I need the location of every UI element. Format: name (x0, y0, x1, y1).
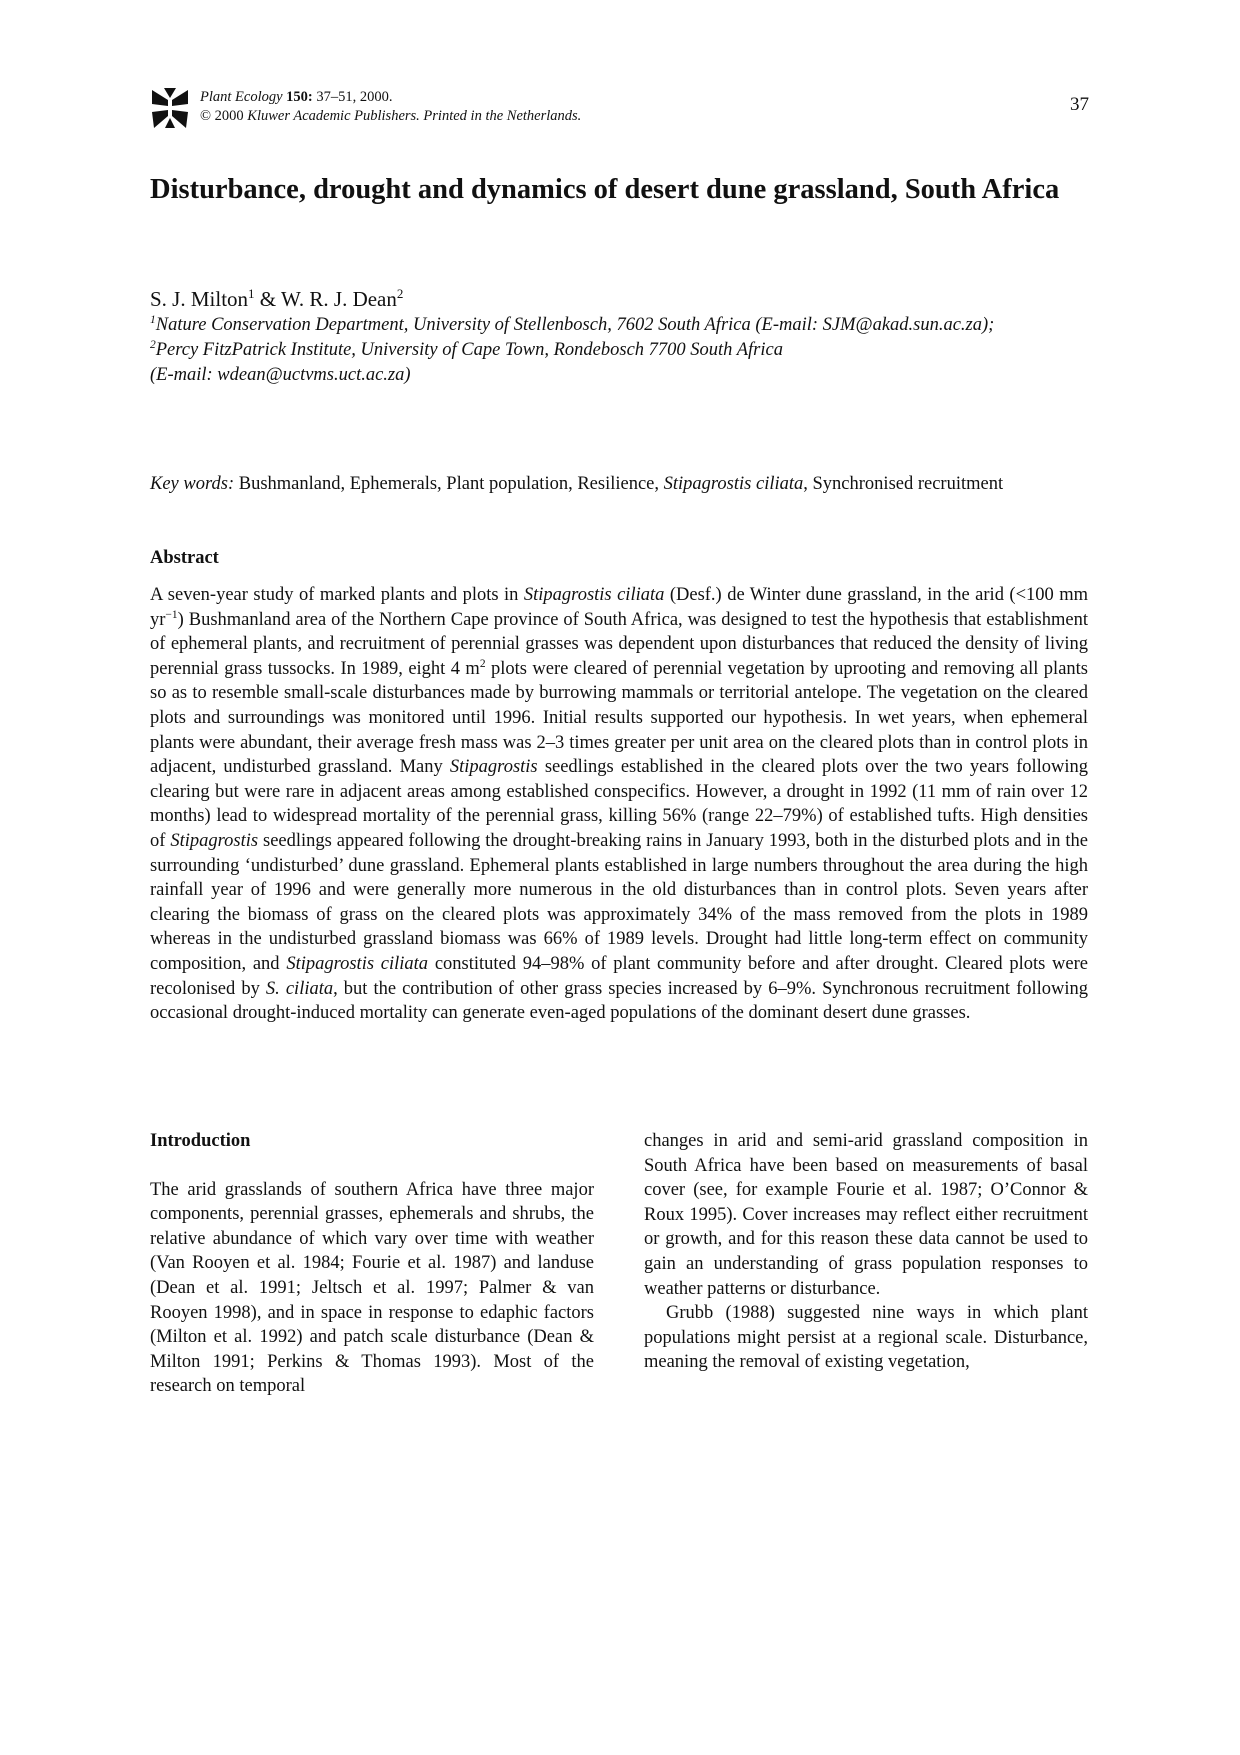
publisher-name: Kluwer Academic Publishers. (247, 108, 420, 124)
author-1-sup: 1 (248, 286, 255, 301)
abstract-text: A seven-year study of marked plants and plots in (150, 585, 519, 605)
author-2-sup: 2 (396, 286, 404, 301)
journal-volume: 150: (286, 89, 313, 105)
abstract-text: ) Bushmanland area of the Northern Cape province of South Africa, was designed to test the hypothesis that establishment of ephemeral plants, and recruitment of perennial grasses was dependent upon disturbances that reduced the density of living perennial grass tussocks. In 1989, eight 4 m (150, 609, 1088, 679)
publisher-logo-icon (150, 86, 190, 130)
keywords-species: Stipagrostis ciliata (663, 474, 804, 494)
affiliation-2-email: (E-mail: wdean@uctvms.uct.ac.za) (150, 365, 411, 385)
abstract-sup: −1 (165, 608, 178, 621)
author-2: & W. R. J. Dean (259, 287, 397, 311)
abstract-species: Stipagrostis ciliata (286, 953, 429, 974)
keywords (150, 474, 1090, 495)
intro-paragraph: Grubb (1988) suggested nine ways in which plant populations might persist at a regional scale. Disturbance, meaning the removal of existing vegetation, (644, 1303, 1088, 1373)
author-1: S. J. Milton (150, 287, 249, 311)
affiliation-1: Nature Conservation Department, University of Stellenbosch, 7602 South Africa (E-mail: SJM@akad.sun.ac.za); (155, 315, 995, 335)
abstract-text: seedlings appeared following the drought-breaking rains in January 1993, both in the disturbed plots and in the surrounding ‘undisturbed’ dune grassland. Ephemeral plants established in large numbers throughout the area during the high rainfall year of 1996 and were generally more numerous in the old disturbances than in control plots. Seven years after clearing the biomass of grass on the cleared plots was approximately 34% of the mass removed from the plots in 1989 whereas in the undisturbed grassland biomass was 66% of 1989 levels. Drought had little long-term effect on community composition, and (150, 830, 1089, 974)
abstract-species: S. ciliata (265, 978, 334, 999)
intro-paragraph: changes in arid and semi-arid grassland composition in South Africa have been based on measurements of basal cover (see, for example Fourie et al. 1987; O’Connor & Roux 1995). Cover increases may reflect either recruitment or growth, and for this reason these data cannot be used to gain an understanding of grass population responses to weather patterns or disturbance. (644, 1131, 1088, 1299)
intro-left-column (150, 1129, 594, 1399)
abstract-sup: 2 (479, 657, 486, 670)
abstract-text: constituted 94–98% of plant community before and after drought. Cleared plots were recolonised by (150, 953, 1089, 999)
abstract-text: (Desf.) de Winter dune grassland, in the arid (<100 mm yr (150, 585, 1089, 630)
abstract-species: Stipagrostis (170, 830, 259, 851)
journal-name: Plant Ecology (200, 89, 283, 105)
author-line (150, 287, 403, 312)
affiliation-2-sup: 2 (150, 338, 156, 351)
abstract-body (150, 583, 1088, 1026)
page-number: 37 (1070, 94, 1089, 115)
affiliations (150, 313, 1110, 388)
keywords-part2: , Synchronised recruitment (803, 474, 1004, 494)
affiliation-1-sup: 1 (150, 313, 156, 326)
journal-pages: 37–51, 2000. (316, 89, 393, 105)
abstract-text: plots were cleared of perennial vegetation by uprooting and removing all plants so as to resemble small-scale disturbances made by burrowing mammals or territorial antelope. The vegetation on the cleared plots and surroundings was monitored until 1996. Initial results supported our hypothesis. In wet years, when ephemeral plants were abundant, their average fresh mass was 2–3 times greater per unit area on the cleared plots than in control plots in adjacent, undisturbed grassland. Many (150, 658, 1089, 778)
abstract-species: Stipagrostis ciliata (523, 585, 665, 605)
paper-title: Disturbance, drought and dynamics of desert dune grassland, South Africa (150, 174, 1060, 205)
copyright-year: © 2000 (200, 108, 244, 124)
affiliation-2: Percy FitzPatrick Institute, University of Cape Town, Rondebosch 7700 South Africa (155, 340, 783, 360)
abstract-text: seedlings established in the cleared plots over the two years following clearing but were rare in adjacent areas among established conspecifics. However, a drought in 1992 (11 mm of rain over 12 months) lead to widespread mortality of the perennial grass, killing 56% (range 22–79%) of established tufts. High densities of (150, 757, 1089, 851)
introduction-heading: Introduction (150, 1131, 251, 1151)
printed-note: Printed in the Netherlands. (423, 108, 582, 124)
keywords-label: Key words: (150, 474, 235, 494)
keywords-part1: Bushmanland, Ephemerals, Plant population, Resilience, (238, 474, 660, 494)
journal-citation (200, 88, 581, 126)
abstract-text: , but the contribution of other grass species increased by 6–9%. Synchronous recruitment following occasional drought-induced mortality can generate even-aged populations of the dominant desert dune grasses. (150, 978, 1089, 1024)
abstract-heading: Abstract (150, 548, 219, 568)
intro-right-column (644, 1129, 1088, 1375)
abstract-species: Stipagrostis (449, 757, 538, 778)
intro-paragraph: The arid grasslands of southern Africa have three major components, perennial grasses, ephemerals and shrubs, the relative abundance of which vary over time with weather (Van Rooyen et al. 1984; Fourie et al. 1987) and landuse (Dean et al. 1991; Jeltsch et al. 1997; Palmer & van Rooyen 1998), and in space in response to edaphic factors (Milton et al. 1992) and patch scale disturbance (Dean & Milton 1991; Perkins & Thomas 1993). Most of the research on temporal (150, 1179, 594, 1397)
